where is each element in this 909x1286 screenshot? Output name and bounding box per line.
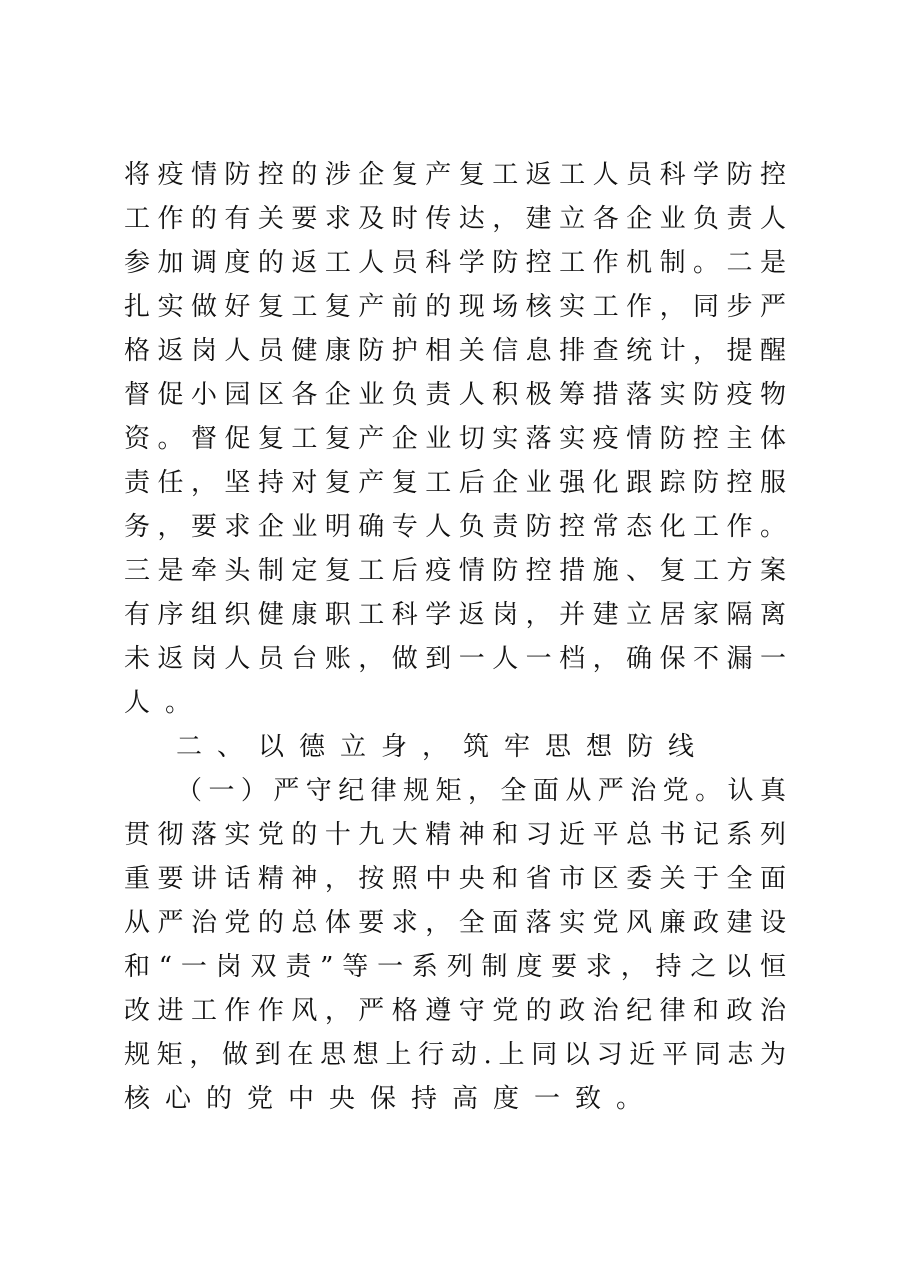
paragraph-2-line: 和“一岗双责”等一系列制度要求，持之以恒 (124, 952, 786, 982)
paragraph-2-line: 从严治党的总体要求，全面落实党风廉政建设 (124, 908, 786, 938)
paragraph-1-line: 务，要求企业明确专人负责防控常态化工作。 (124, 512, 786, 542)
paragraph-2-line: 改进工作作风，严格遵守党的政治纪律和政治 (124, 996, 786, 1026)
paragraph-1-line: 格返岗人员健康防护相关信息排查统计，提醒 (124, 336, 786, 366)
paragraph-1-line: 未返岗人员台账，做到一人一档，确保不漏一 (124, 644, 786, 674)
paragraph-2-line: 贯彻落实党的十九大精神和习近平总书记系列 (124, 820, 786, 850)
paragraph-1-line: 有序组织健康职工科学返岗，并建立居家隔离 (124, 600, 786, 630)
paragraph-2-line: 重要讲话精神，按照中央和省市区委关于全面 (124, 864, 786, 894)
paragraph-2-line: （一）严守纪律规矩，全面从严治党。认真 (176, 776, 786, 806)
paragraph-1-line: 督促小园区各企业负责人积极筹措落实防疫物 (124, 380, 786, 410)
paragraph-2-line: 规矩，做到在思想上行动.上同以习近平同志为 (124, 1040, 786, 1070)
paragraph-1-line: 三是牵头制定复工后疫情防控措施、复工方案 (124, 556, 786, 586)
paragraph-1-line: 将疫情防控的涉企复产复工返工人员科学防控 (124, 160, 786, 190)
paragraph-1-line: 工作的有关要求及时传达，建立各企业负责人 (124, 204, 786, 234)
section-heading: 二、以德立身，筑牢思想防线 (176, 732, 710, 762)
paragraph-1-line: 人。 (124, 688, 207, 718)
paragraph-1-line: 资。督促复工复产企业切实落实疫情防控主体 (124, 424, 786, 454)
paragraph-2-line: 核心的党中央保持高度一致。 (124, 1084, 658, 1114)
paragraph-1-line: 参加调度的返工人员科学防控工作机制。二是 (124, 248, 786, 278)
paragraph-1-line: 责任，坚持对复产复工后企业强化跟踪防控服 (124, 468, 786, 498)
paragraph-1-line: 扎实做好复工复产前的现场核实工作，同步严 (124, 292, 786, 322)
